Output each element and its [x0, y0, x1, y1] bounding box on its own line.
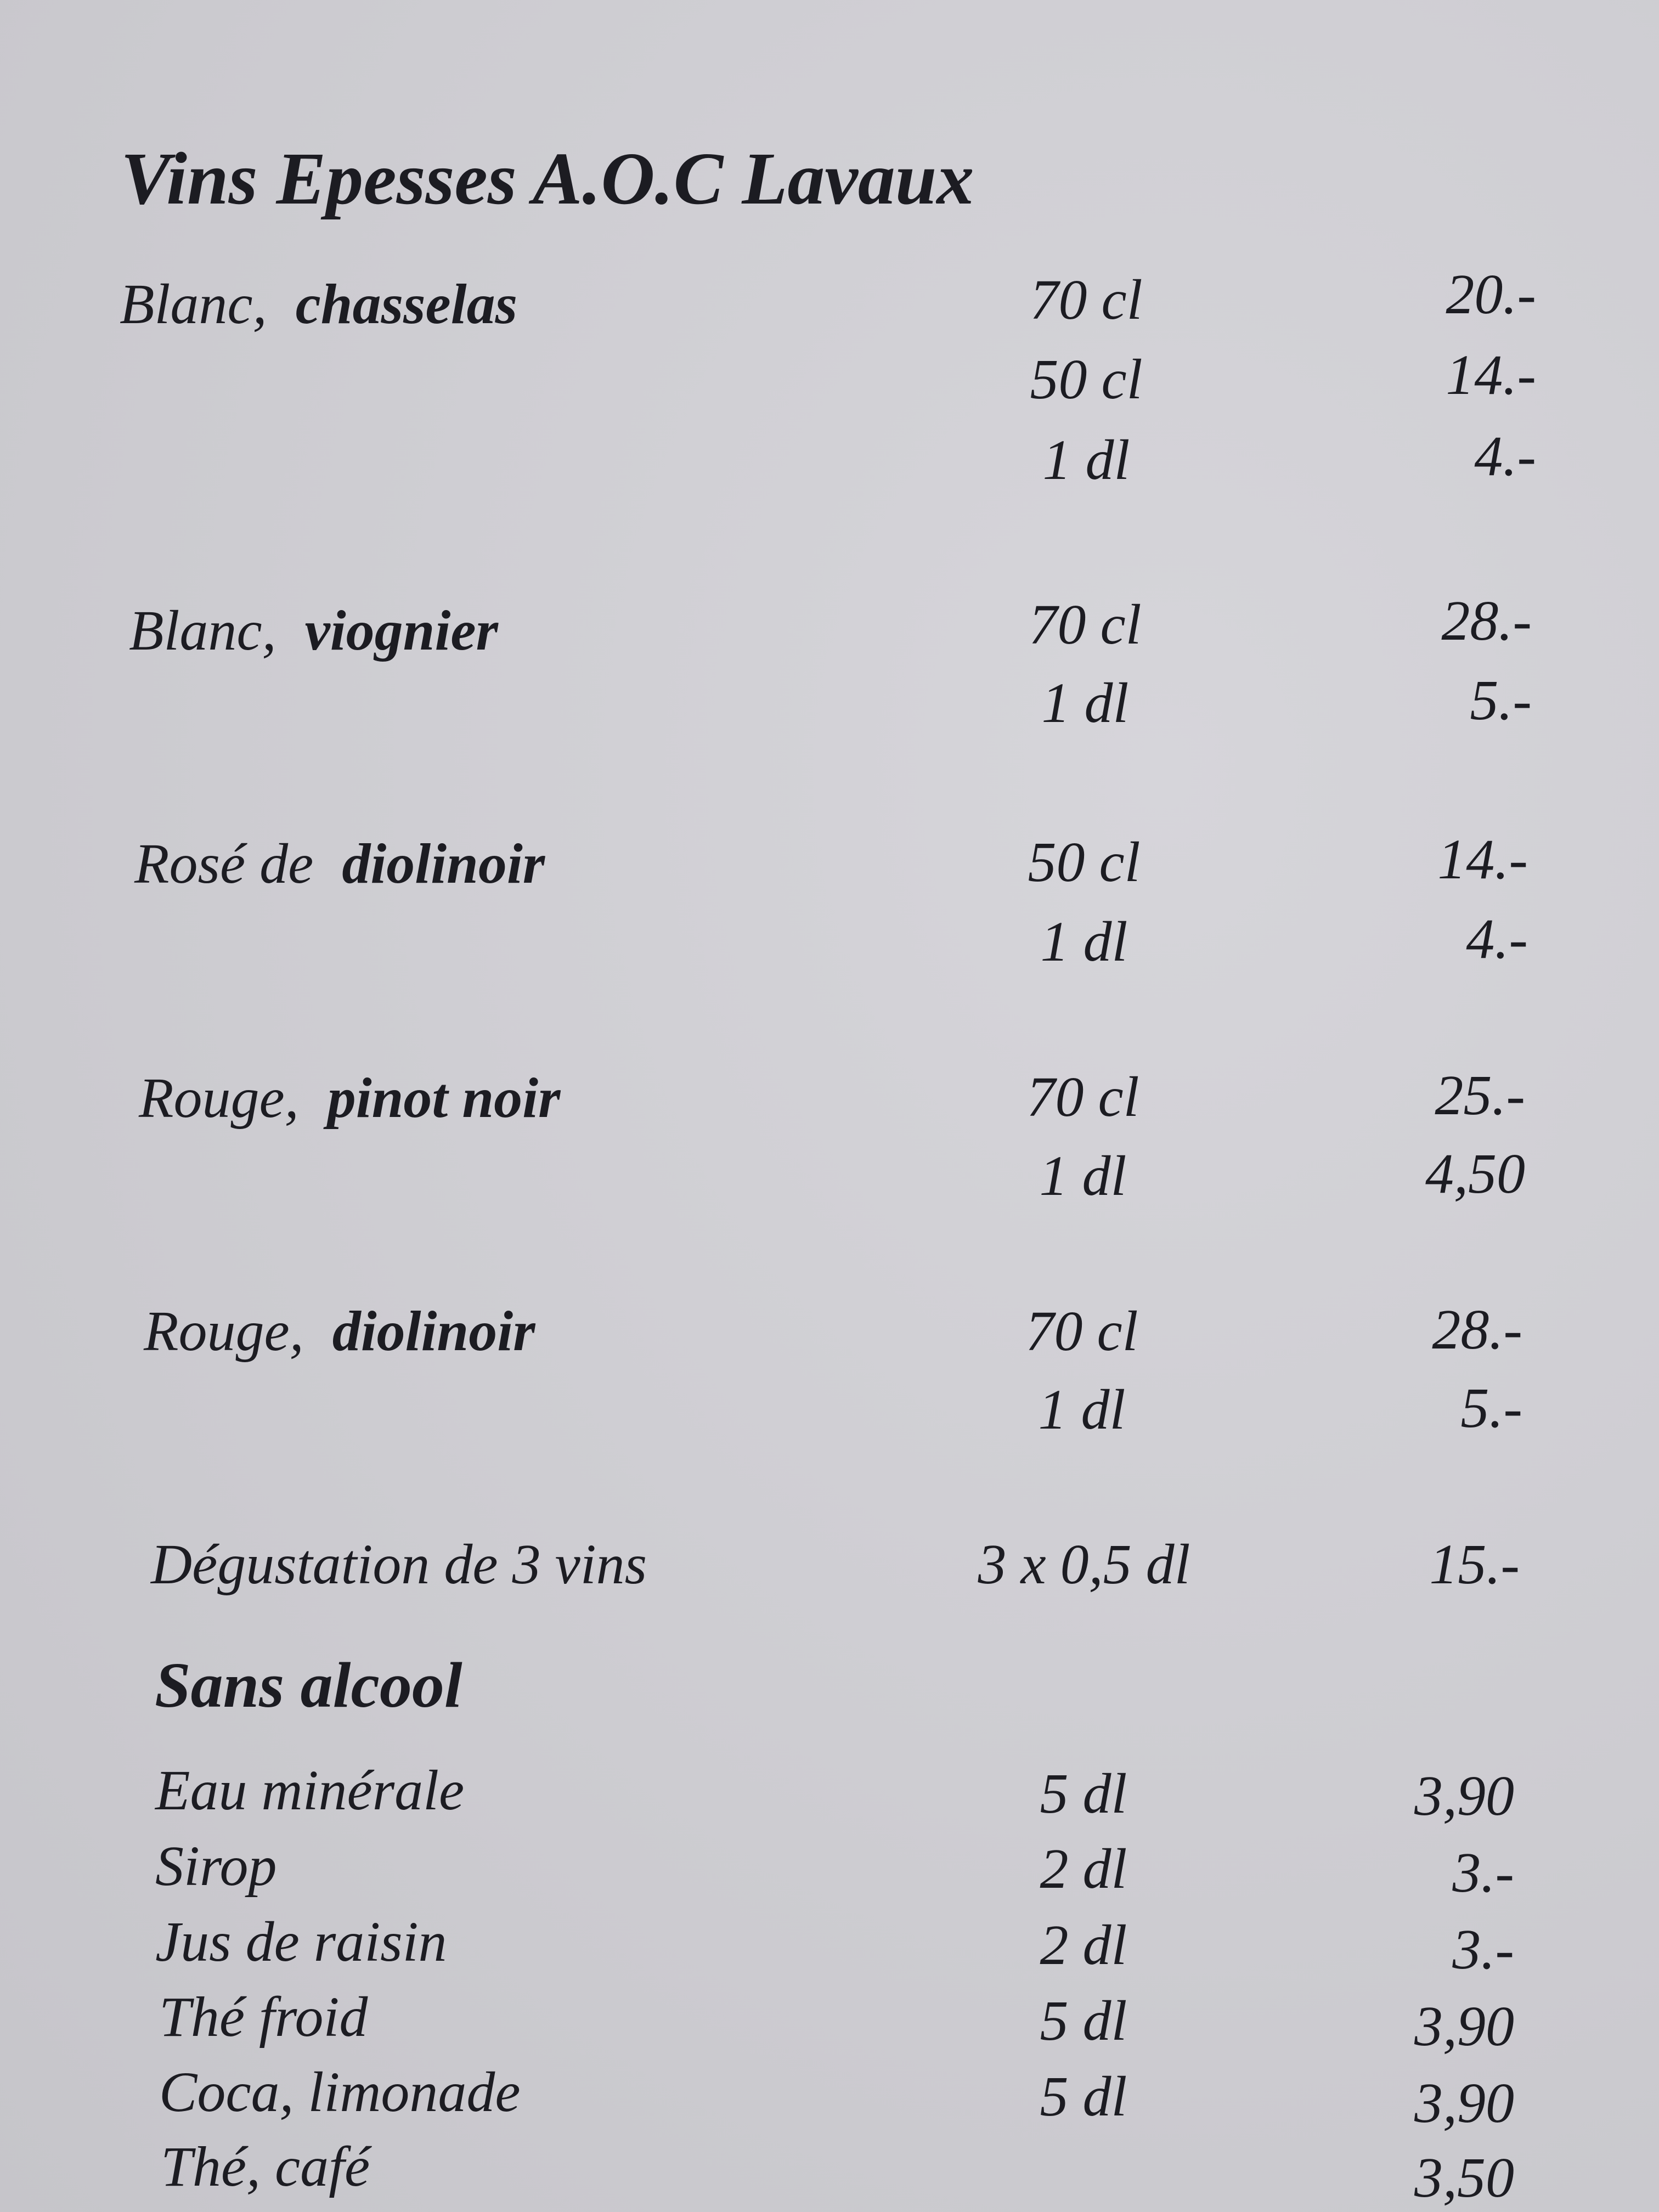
wine-price: 28.- — [1432, 1298, 1522, 1361]
wine-price: 4,50 — [1425, 1142, 1525, 1205]
drink-price: 3,50 — [1414, 2146, 1514, 2209]
wine-price: 5.- — [1470, 669, 1532, 732]
wine-volume: 50 cl — [1030, 348, 1143, 411]
page-title: Vins Epesses A.O.C Lavaux — [121, 138, 974, 220]
tasting-price: 15.- — [1429, 1533, 1520, 1596]
tasting-volume: 3 x 0,5 dl — [978, 1533, 1190, 1596]
wine-grape: pinot noir — [327, 1066, 561, 1130]
drink-name: Sirop — [155, 1835, 277, 1898]
wine-volume: 70 cl — [1025, 1300, 1138, 1363]
drink-volume: 5 dl — [1040, 1989, 1127, 2052]
drink-price: 3,90 — [1414, 1764, 1514, 1827]
wine-grape: diolinoir — [332, 1300, 535, 1363]
wine-price: 5.- — [1460, 1376, 1522, 1440]
wine-prefix: Blanc, — [120, 273, 267, 336]
drink-volume: 5 dl — [1040, 2065, 1127, 2128]
wine-volume: 1 dl — [1042, 428, 1130, 492]
wine-name — [139, 1066, 561, 1130]
wine-price: 14.- — [1446, 343, 1536, 407]
drink-name: Eau minérale — [155, 1759, 465, 1822]
drink-price: 3,90 — [1414, 2072, 1514, 2135]
drink-price: 3.- — [1452, 1918, 1514, 1981]
wine-grape: chasselas — [295, 273, 518, 336]
wine-volume: 70 cl — [1026, 1065, 1139, 1128]
wine-price: 20.- — [1446, 263, 1536, 326]
wine-volume: 50 cl — [1028, 831, 1141, 894]
wine-price: 4.- — [1474, 425, 1536, 488]
drink-price: 3.- — [1452, 1841, 1514, 1904]
wine-price: 4.- — [1466, 907, 1528, 970]
wine-volume: 1 dl — [1039, 1144, 1127, 1207]
drink-name: Thé, café — [161, 2135, 370, 2198]
wine-prefix: Rosé de — [134, 832, 314, 895]
wine-name — [134, 832, 545, 895]
drink-volume: 5 dl — [1040, 1762, 1127, 1825]
wine-volume: 70 cl — [1029, 593, 1142, 656]
wine-prefix: Rouge, — [139, 1066, 299, 1130]
wine-volume: 1 dl — [1038, 1378, 1126, 1441]
wine-prefix: Blanc, — [129, 599, 276, 662]
wine-prefix: Rouge, — [144, 1300, 304, 1363]
drink-name: Coca, limonade — [159, 2061, 521, 2124]
wine-name — [144, 1300, 535, 1363]
drink-volume: 2 dl — [1040, 1837, 1127, 1900]
drink-price: 3,90 — [1414, 1995, 1514, 2058]
drink-volume: 2 dl — [1040, 1914, 1127, 1977]
wine-price: 14.- — [1437, 828, 1528, 891]
drink-name: Jus de raisin — [155, 1910, 447, 1973]
tasting-name: Dégustation de 3 vins — [151, 1533, 647, 1596]
wine-name — [129, 599, 499, 662]
wine-volume: 1 dl — [1041, 672, 1129, 735]
wine-price: 25.- — [1435, 1064, 1525, 1127]
wine-volume: 70 cl — [1030, 268, 1143, 331]
wine-volume: 1 dl — [1040, 910, 1128, 973]
drink-name: Thé froid — [159, 1985, 368, 2049]
wine-grape: viognier — [304, 599, 499, 662]
section-title: Sans alcool — [155, 1649, 462, 1721]
wine-name — [120, 273, 518, 336]
wine-grape: diolinoir — [342, 832, 545, 895]
wine-price: 28.- — [1441, 589, 1532, 652]
